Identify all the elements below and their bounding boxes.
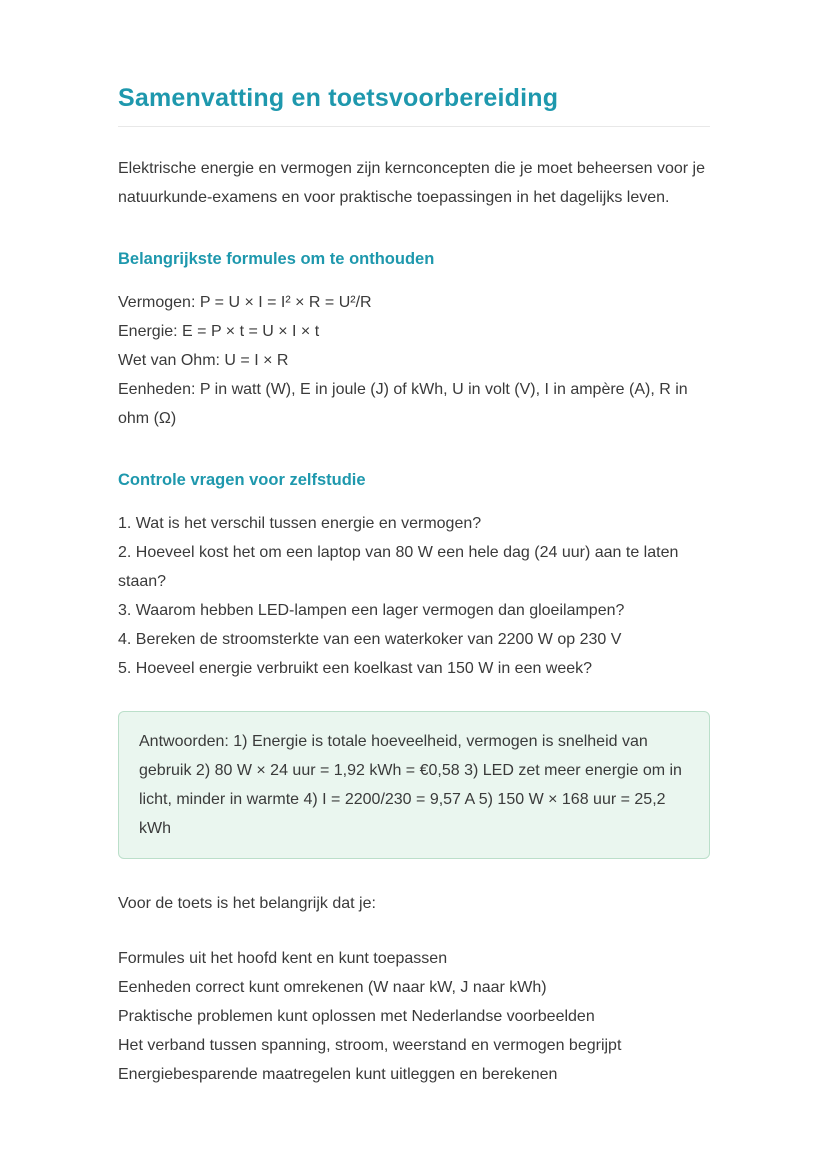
formulas-heading: Belangrijkste formules om te onthouden xyxy=(118,250,435,268)
formulas-block xyxy=(118,288,710,433)
requirement-item: Eenheden correct kunt omrekenen (W naar kW, J naar kWh) xyxy=(118,979,547,996)
title-divider xyxy=(118,126,710,127)
formula-line: Energie: E = P × t = U × I × t xyxy=(118,323,320,340)
intro-paragraph: Elektrische energie en vermogen zijn kernconcepten die je moet beheersen voor je natuurkunde-examens en voor praktische toepassingen in het dagelijks leven. xyxy=(118,160,706,206)
formula-line: Eenheden: P in watt (W), E in joule (J) of kWh, U in volt (V), I in ampère (A), R in ohm (Ω) xyxy=(118,381,688,427)
answers-box xyxy=(118,711,710,859)
question-item: 1. Wat is het verschil tussen energie en vermogen? xyxy=(118,515,482,532)
requirement-item: Energiebesparende maatregelen kunt uitleggen en berekenen xyxy=(118,1066,558,1083)
requirement-item: Het verband tussen spanning, stroom, weerstand en vermogen begrijpt xyxy=(118,1037,622,1054)
questions-heading: Controle vragen voor zelfstudie xyxy=(118,471,366,489)
question-item: 2. Hoeveel kost het om een laptop van 80 W een hele dag (24 uur) aan te laten staan? xyxy=(118,544,679,590)
outro-intro: Voor de toets is het belangrijk dat je: xyxy=(118,895,376,912)
answers-text: Antwoorden: 1) Energie is totale hoeveelheid, vermogen is snelheid van gebruik 2) 80 W × 24 uur = 1,92 kWh = €0,58 3) LED zet meer energie om in licht, minder in warmte 4) I = 2200/230 = 9,57 A 5) 150 W × 168 uur = 25,2 kWh xyxy=(139,733,682,837)
questions-block xyxy=(118,509,710,683)
requirement-item: Praktische problemen kunt oplossen met Nederlandse voorbeelden xyxy=(118,1008,595,1025)
formula-line: Wet van Ohm: U = I × R xyxy=(118,352,289,369)
page-title: Samenvatting en toetsvoorbereiding xyxy=(118,84,559,112)
question-item: 5. Hoeveel energie verbruikt een koelkast van 150 W in een week? xyxy=(118,660,593,677)
question-item: 4. Bereken de stroomsterkte van een waterkoker van 2200 W op 230 V xyxy=(118,631,622,648)
requirements-block xyxy=(118,944,710,1089)
question-item: 3. Waarom hebben LED-lampen een lager vermogen dan gloeilampen? xyxy=(118,602,625,619)
formula-line: Vermogen: P = U × I = I² × R = U²/R xyxy=(118,294,372,311)
requirement-item: Formules uit het hoofd kent en kunt toepassen xyxy=(118,950,448,967)
